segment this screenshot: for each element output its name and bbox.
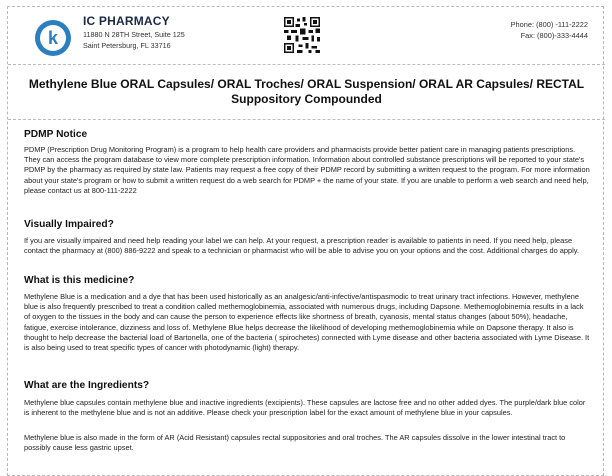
document-title: Methylene Blue ORAL Capsules/ ORAL Troches/ ORAL Suspension/ ORAL AR Capsules/ RECTAL Suppository Compounded (28, 77, 585, 106)
section-heading-visually-impaired: Visually Impaired? (24, 219, 114, 230)
section-heading-ingredients: What are the Ingredients? (24, 380, 150, 391)
pharmacy-fax: Fax: (800)-333-4444 (520, 31, 588, 40)
pharmacy-phone: Phone: (800) -111-2222 (510, 20, 588, 29)
pharmacy-logo (35, 20, 71, 56)
section-heading-what-is-this-medicine: What is this medicine? (24, 275, 135, 286)
logo-letter: k (47, 28, 58, 48)
section-text-what-is-this-medicine: Methylene Blue is a medication and a dye that has been used historically as an analgesic/anti-infective/antispasmodic to treat urinary tract infections. However, methylene blue is also frequently prescribed to treat a condition called methemoglobinemia, associated with numerous drugs, including Dapsone. Methemoglobinemia results in a lack of oxygen to the tissues in the body and can cause the person to experience effects like shortness of breath, cyanosis, mental status changes (about 50%), headache, fatigue, exercise intolerance, dizziness and loss of. Methylene Blue helps decrease the likelihood of developing methemoglobinemia while on Dapsone therapy. It also is thought to help decrease the bacterial load of Bartonella, one of the bacteria ( spirochetes) connected with Lyme disease and other bacteria associated with Lyme Disease. It is also being used to treat specific types of cancer with photodynamic (light) therapy. (24, 292, 590, 353)
section-heading-pdmp: PDMP Notice (24, 129, 88, 140)
section-text-pdmp: PDMP (Prescription Drug Monitoring Program) is a program to help health care providers and pharmacists provide better patient care in managing patients prescriptions. They can access the program database to view more complete prescription information. Information about controlled substance prescriptions will be reported to your state's PDMP by the pharmacy as required by state law. Patients may request a free copy of their PDMP record by submitting a written request to the program. For more information about your state's program or how to submit a written request do a web search for PDMP + the name of your state. If you are unable to perform a web search and need help, please contact us at 800-111-2222 (24, 145, 590, 195)
divider (8, 64, 605, 65)
section-text-ingredients-2: Methylene blue is also made in the form of AR (Acid Resistant) capsules rectal suppositories and oral troches. The AR capsules dissolve in the lower intestinal tract to possibly cause less gastric upset. (24, 433, 566, 453)
divider (8, 119, 605, 120)
pharmacy-header (8, 7, 605, 68)
qr-code-icon (284, 17, 320, 53)
pharmacy-name: IC PHARMACY (83, 14, 170, 28)
document-page (7, 6, 604, 476)
address-line-2: Saint Petersburg, FL 33716 (83, 41, 171, 50)
section-text-ingredients: Methylene blue capsules contain methylene blue and inactive ingredients (excipients). These capsules are lactose free and no other added dyes. The purple/dark blue color is inherent to the methylene blue and is not an additive. Please check your prescription label for the exact amount of methylene blue in your capsules. (24, 398, 586, 418)
section-text-visually-impaired: If you are visually impaired and need help reading your label we can help. At your request, a prescription reader is available to patients in need. If you need help, please contact the pharmacy at (800) 886-9222 and speak to a technician or pharmacist who will be able to advise you on your options and the cost. Additional charges do apply. (24, 236, 579, 256)
address-line-1: 11880 N 28TH Street, Suite 125 (83, 30, 185, 39)
